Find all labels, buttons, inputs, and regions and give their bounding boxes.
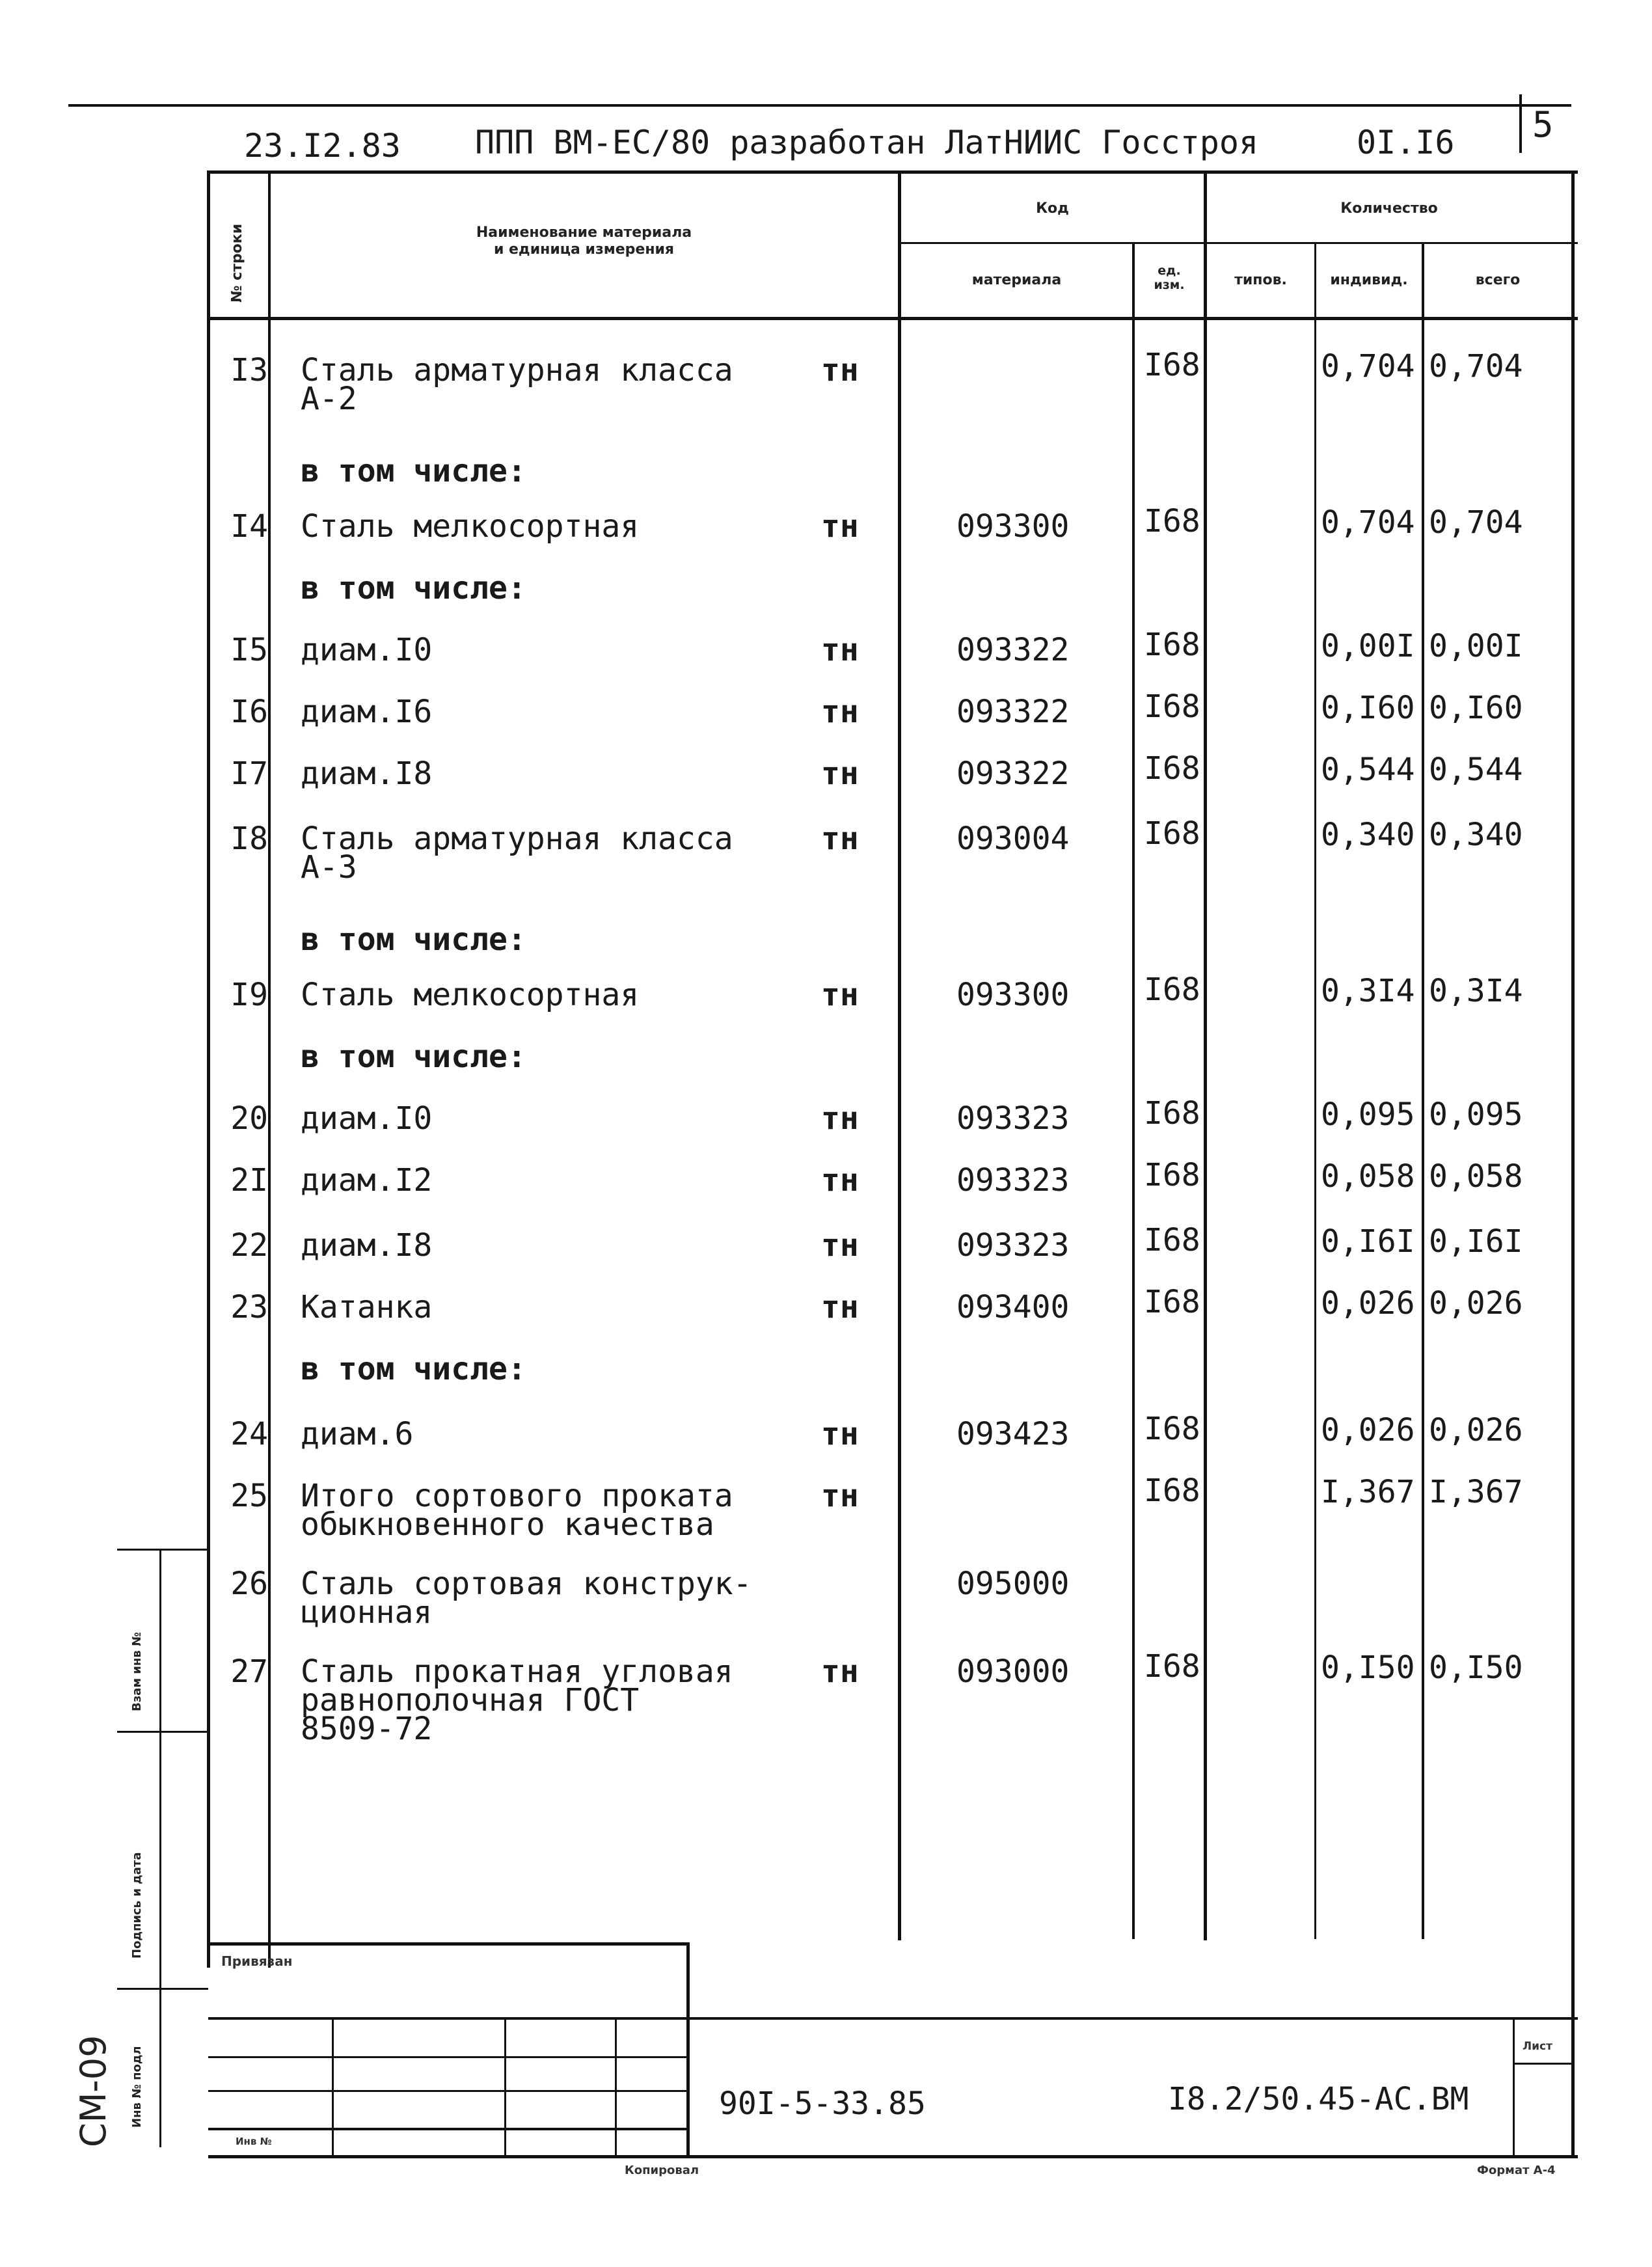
row-material-code: 093400	[956, 1289, 1070, 1325]
row-number: I8	[230, 821, 268, 857]
row-unit: тн	[821, 1653, 859, 1690]
row-name-line: в том числе:	[301, 1038, 526, 1075]
stamp-format: Формат А-4	[1477, 2164, 1556, 2177]
col-header-name-line1: Наименование материала	[476, 224, 692, 241]
col-header-material: материала	[971, 272, 1062, 288]
row-number: 26	[230, 1566, 268, 1602]
row-name-line: Сталь арматурная класса	[301, 821, 733, 857]
stamp-inv-label: Инв №	[236, 2136, 272, 2147]
row-unit: тн	[821, 352, 859, 388]
row-name-line: диам.I0	[301, 1100, 433, 1137]
row-name-line: диам.6	[301, 1416, 414, 1452]
row-material-code: 095000	[956, 1566, 1070, 1602]
row-material-code: 093300	[956, 977, 1070, 1013]
col-header-name	[273, 224, 895, 258]
row-total: 0,704	[1429, 348, 1523, 385]
col-header-unit-line1: ед.	[1158, 264, 1181, 278]
row-unit-code: I68	[1144, 1095, 1200, 1132]
row-total: 0,I60	[1429, 690, 1523, 726]
row-number: 25	[230, 1478, 268, 1514]
row-number: I5	[230, 632, 268, 668]
col-header-row-no: № строки	[229, 223, 245, 303]
row-name-line: в том числе:	[301, 1351, 526, 1387]
stamp-privyazan: Привязан	[221, 1953, 293, 1969]
row-unit-code: I68	[1144, 750, 1200, 787]
row-total: 0,I6I	[1429, 1223, 1523, 1260]
row-name-line: в том числе:	[301, 453, 526, 489]
row-unit-code: I68	[1144, 1157, 1200, 1193]
row-unit: тн	[821, 508, 859, 545]
row-name-line: диам.I6	[301, 694, 433, 730]
row-total: I,367	[1429, 1474, 1523, 1510]
row-material-code: 093322	[956, 755, 1070, 792]
top-rule	[68, 104, 1571, 107]
col-header-typical: типов.	[1234, 272, 1287, 288]
row-number: 2I	[230, 1162, 268, 1199]
row-name-line: в том числе:	[301, 921, 526, 958]
header-date: 23.I2.83	[244, 127, 401, 165]
row-individual: I,367	[1321, 1474, 1415, 1510]
row-unit: тн	[821, 821, 859, 857]
row-name-line: Сталь сортовая конструк-	[301, 1566, 752, 1602]
row-number: I7	[230, 755, 268, 792]
row-number: 27	[230, 1653, 268, 1690]
row-number: I9	[230, 977, 268, 1013]
row-number: I3	[230, 352, 268, 388]
row-number: 24	[230, 1416, 268, 1452]
row-name-line: равнополочная ГОСТ	[301, 1682, 640, 1718]
row-name-line: 8509-72	[301, 1711, 433, 1747]
row-total: 0,704	[1429, 504, 1523, 541]
row-individual: 0,I6I	[1321, 1223, 1415, 1260]
row-total: 0,I50	[1429, 1649, 1523, 1686]
row-unit: тн	[821, 694, 859, 730]
stamp-sheet-label: Лист	[1523, 2040, 1552, 2053]
row-unit: тн	[821, 977, 859, 1013]
row-name-line: Сталь арматурная класса	[301, 352, 733, 388]
row-material-code: 093322	[956, 632, 1070, 668]
row-total: 0,3I4	[1429, 973, 1523, 1009]
col-header-name-line2: и единица измерения	[493, 241, 675, 258]
row-unit-code: I68	[1144, 1411, 1200, 1447]
row-material-code: 093323	[956, 1100, 1070, 1137]
row-name-line: диам.I8	[301, 755, 433, 792]
row-unit-code: I68	[1144, 1222, 1200, 1258]
row-individual: 0,704	[1321, 348, 1415, 385]
col-header-unit-line2: изм.	[1154, 278, 1185, 292]
row-unit-code: I68	[1144, 347, 1200, 383]
col-header-total: всего	[1475, 272, 1521, 288]
row-name-line: Итого сортового проката	[301, 1478, 733, 1514]
col-header-individual: индивид.	[1330, 272, 1408, 288]
row-unit-code: I68	[1144, 688, 1200, 725]
row-name-line: диам.I8	[301, 1227, 433, 1264]
row-total: 0,00I	[1429, 628, 1523, 664]
row-unit-code: I68	[1144, 1648, 1200, 1685]
row-material-code: 093423	[956, 1416, 1070, 1452]
row-name-line: диам.I2	[301, 1162, 433, 1199]
stamp-doc-code: 90I-5-33.85	[719, 2085, 926, 2122]
row-name-line: Сталь прокатная угловая	[301, 1653, 733, 1690]
row-material-code: 093323	[956, 1162, 1070, 1199]
row-total: 0,340	[1429, 817, 1523, 853]
row-individual: 0,026	[1321, 1412, 1415, 1448]
stamp-doc-number: I8.2/50.45-АС.ВМ	[1168, 2081, 1469, 2117]
row-material-code: 093322	[956, 694, 1070, 730]
row-total: 0,544	[1429, 752, 1523, 788]
row-number: 22	[230, 1227, 268, 1264]
row-name-line: Катанка	[301, 1289, 433, 1325]
row-total: 0,026	[1429, 1285, 1523, 1322]
row-name-line: в том числе:	[301, 570, 526, 606]
row-unit-code: I68	[1144, 627, 1200, 663]
row-individual: 0,I60	[1321, 690, 1415, 726]
row-unit: тн	[821, 1227, 859, 1264]
row-name-line: диам.I0	[301, 632, 433, 668]
side-vzam-inv: Взам инв №	[130, 1632, 144, 1711]
row-material-code: 093000	[956, 1653, 1070, 1690]
row-individual: 0,026	[1321, 1285, 1415, 1322]
row-number: I4	[230, 508, 268, 545]
row-unit: тн	[821, 1289, 859, 1325]
row-unit: тн	[821, 1478, 859, 1514]
side-cm-09: СМ-09	[73, 2035, 114, 2147]
header-code: 0I.I6	[1357, 124, 1455, 161]
row-name-line: А-3	[301, 849, 357, 886]
page-number-box-left	[1519, 94, 1522, 153]
col-header-unit	[1135, 264, 1204, 292]
row-unit-code: I68	[1144, 815, 1200, 852]
row-individual: 0,340	[1321, 817, 1415, 853]
row-unit-code: I68	[1144, 1284, 1200, 1320]
side-podpis-data: Подпись и дата	[130, 1852, 144, 1959]
row-individual: 0,3I4	[1321, 973, 1415, 1009]
row-material-code: 093323	[956, 1227, 1070, 1264]
row-unit-code: I68	[1144, 503, 1200, 539]
stamp-copied: Копировал	[625, 2164, 699, 2177]
row-name-line: Сталь мелкосортная	[301, 977, 640, 1013]
row-unit: тн	[821, 632, 859, 668]
row-unit: тн	[821, 1162, 859, 1199]
row-number: 20	[230, 1100, 268, 1137]
row-individual: 0,095	[1321, 1096, 1415, 1133]
row-individual: 0,704	[1321, 504, 1415, 541]
row-unit: тн	[821, 755, 859, 792]
row-unit-code: I68	[1144, 971, 1200, 1008]
side-inv-podl: Инв № подл	[130, 2046, 144, 2128]
row-number: I6	[230, 694, 268, 730]
header-title: ППП ВМ-ЕС/80 разработан ЛатНИИС Госстроя	[475, 124, 1259, 161]
row-unit: тн	[821, 1100, 859, 1137]
row-individual: 0,058	[1321, 1158, 1415, 1195]
page-number: 5	[1532, 104, 1554, 145]
col-header-code-group: Код	[1036, 200, 1069, 217]
row-name-line: Сталь мелкосортная	[301, 508, 640, 545]
row-name-line: обыкновенного качества	[301, 1506, 714, 1543]
row-material-code: 093004	[956, 821, 1070, 857]
row-name-line: А-2	[301, 381, 357, 417]
col-header-qty-group: Количество	[1340, 200, 1438, 217]
row-unit-code: I68	[1144, 1473, 1200, 1509]
row-material-code: 093300	[956, 508, 1070, 545]
row-individual: 0,544	[1321, 752, 1415, 788]
row-total: 0,026	[1429, 1412, 1523, 1448]
row-total: 0,058	[1429, 1158, 1523, 1195]
row-unit: тн	[821, 1416, 859, 1452]
row-individual: 0,I50	[1321, 1649, 1415, 1686]
row-number: 23	[230, 1289, 268, 1325]
row-name-line: ционная	[301, 1594, 433, 1631]
row-individual: 0,00I	[1321, 628, 1415, 664]
row-total: 0,095	[1429, 1096, 1523, 1133]
